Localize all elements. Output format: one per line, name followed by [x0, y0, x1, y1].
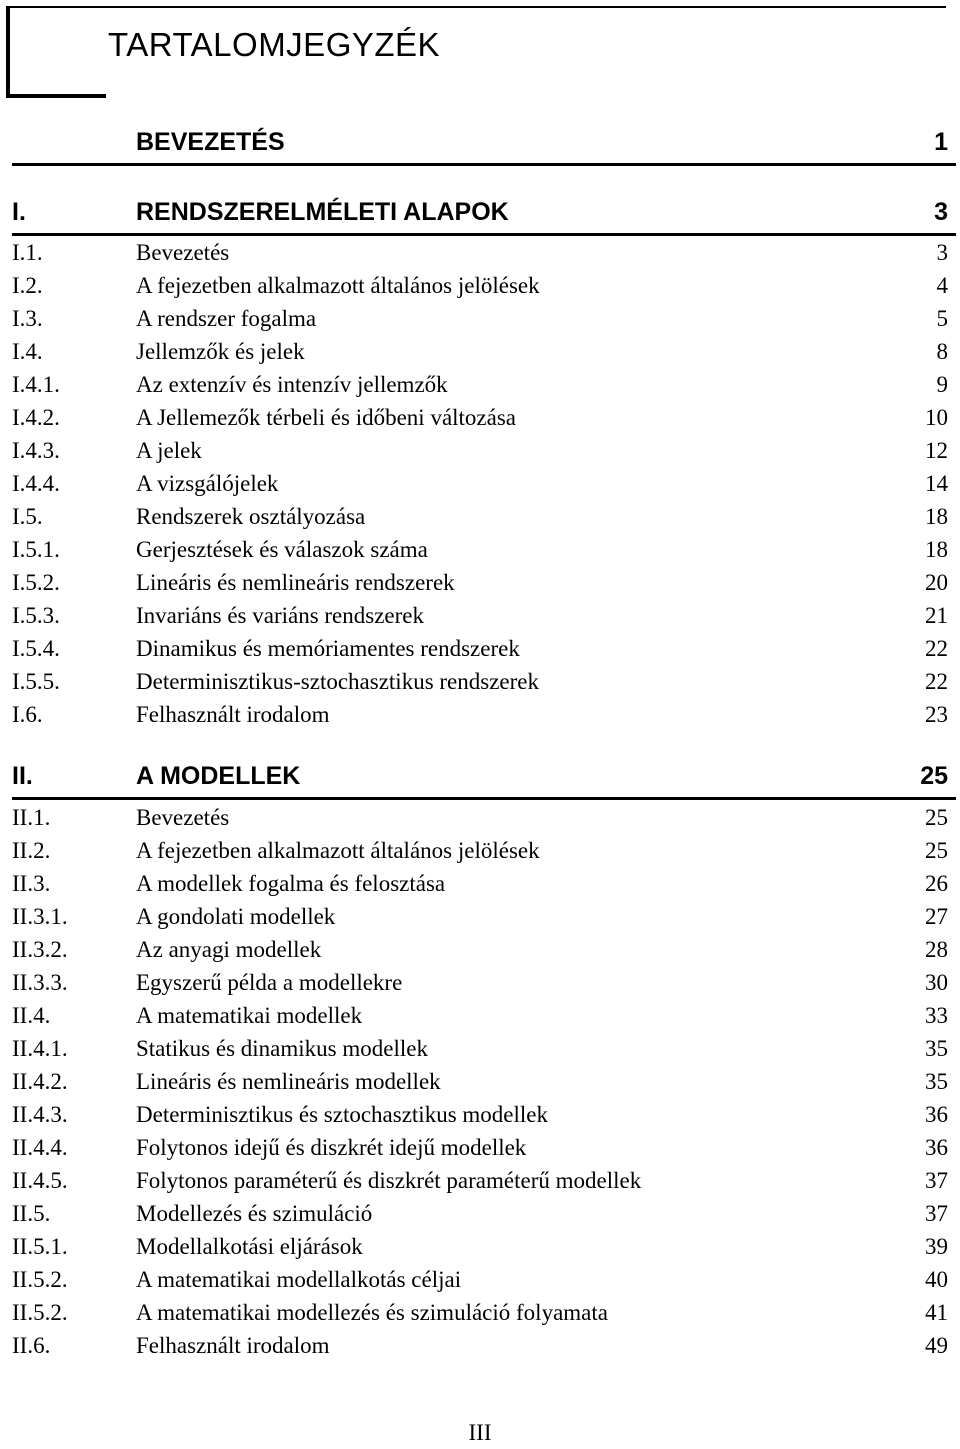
toc-entry-title: Az extenzív és intenzív jellemzők	[136, 372, 448, 397]
toc-entry-page: 20	[925, 570, 948, 595]
toc-entry[interactable]	[12, 269, 948, 302]
toc-entry-page: 35	[925, 1036, 948, 1061]
toc-entry[interactable]	[12, 1329, 948, 1362]
title-frame-top-rule	[6, 6, 946, 8]
section-title: BEVEZETÉS	[136, 128, 285, 156]
toc-entry-page: 8	[936, 339, 948, 364]
page-title: TARTALOMJEGYZÉK	[108, 26, 441, 63]
toc-entry-number: II.5.2.	[12, 1267, 68, 1292]
toc-entry-number: II.4.	[12, 1003, 51, 1028]
toc-entry[interactable]	[12, 467, 948, 500]
toc-entry-title: Felhasznált irodalom	[136, 702, 330, 727]
toc-entry[interactable]	[12, 966, 948, 999]
toc-entry-number: I.5.3.	[12, 603, 60, 628]
toc-entry[interactable]	[12, 236, 948, 269]
toc-entry-number: I.2.	[12, 273, 43, 298]
toc-entry[interactable]	[12, 999, 948, 1032]
toc-entry-number: II.3.3.	[12, 970, 68, 995]
toc-entry[interactable]	[12, 933, 948, 966]
toc-entry-title: Gerjesztések és válaszok száma	[136, 537, 428, 562]
section-title: RENDSZERELMÉLETI ALAPOK	[136, 198, 509, 226]
section-page: 1	[934, 128, 948, 156]
title-frame	[6, 6, 106, 98]
toc-entry-number: II.4.5.	[12, 1168, 68, 1193]
toc-entry-page: 49	[925, 1333, 948, 1358]
toc-entry[interactable]	[12, 1131, 948, 1164]
toc-entry-number: I.6.	[12, 702, 43, 727]
toc-entry-page: 35	[925, 1069, 948, 1094]
toc-entry-number: II.4.1.	[12, 1036, 68, 1061]
toc-entry-page: 41	[925, 1300, 948, 1325]
toc-entry[interactable]	[12, 1263, 948, 1296]
toc-entry-number: II.4.2.	[12, 1069, 68, 1094]
toc-entry-number: II.5.	[12, 1201, 51, 1226]
toc-entry-number: II.5.1.	[12, 1234, 68, 1259]
toc-entry-title: A gondolati modellek	[136, 904, 336, 929]
toc-entry-title: Bevezetés	[136, 805, 230, 830]
toc-entry-title: Statikus és dinamikus modellek	[136, 1036, 428, 1061]
toc-entry-title: Determinisztikus-sztochasztikus rendszerek	[136, 669, 540, 694]
toc-entry[interactable]	[12, 500, 948, 533]
toc-entry-title: A vizsgálójelek	[136, 471, 279, 496]
toc-entry-number: II.6.	[12, 1333, 51, 1358]
toc-entry-page: 12	[925, 438, 948, 463]
section-number: II.	[12, 762, 33, 790]
toc-entry[interactable]	[12, 1230, 948, 1263]
section-heading-2[interactable]	[12, 759, 956, 800]
toc-entry[interactable]	[12, 1164, 948, 1197]
toc-entry-number: I.5.1.	[12, 537, 60, 562]
toc-entry-number: I.1.	[12, 240, 43, 265]
toc-entry-title: Folytonos idejű és diszkrét idejű modellek	[136, 1135, 527, 1160]
toc-entry-page: 37	[925, 1168, 948, 1193]
toc-entry-number: I.4.3.	[12, 438, 60, 463]
toc-entry-title: Bevezetés	[136, 240, 230, 265]
toc-entry-title: A rendszer fogalma	[136, 306, 317, 331]
toc-entry-number: II.3.	[12, 871, 51, 896]
toc-entry[interactable]	[12, 302, 948, 335]
section-title: A MODELLEK	[136, 762, 301, 790]
toc-entry[interactable]	[12, 665, 948, 698]
toc-entry-number: I.4.4.	[12, 471, 60, 496]
toc-entry-page: 21	[925, 603, 948, 628]
toc-entry[interactable]	[12, 1296, 948, 1329]
toc-entry[interactable]	[12, 566, 948, 599]
toc-entry-number: II.1.	[12, 805, 51, 830]
toc-entry[interactable]	[12, 698, 948, 731]
toc-entry[interactable]	[12, 533, 948, 566]
toc-entry[interactable]	[12, 368, 948, 401]
toc-entry-page: 27	[925, 904, 948, 929]
toc-entry-page: 10	[925, 405, 948, 430]
toc-entry-title: Invariáns és variáns rendszerek	[136, 603, 425, 628]
toc-entry-title: A matematikai modellezés és szimuláció folyamata	[136, 1300, 608, 1325]
toc-entry-number: I.5.2.	[12, 570, 60, 595]
toc-entry-number: I.5.4.	[12, 636, 60, 661]
toc-entry-title: A fejezetben alkalmazott általános jelölések	[136, 273, 540, 298]
toc-entry[interactable]	[12, 434, 948, 467]
toc-entry[interactable]	[12, 1197, 948, 1230]
toc-entry[interactable]	[12, 834, 948, 867]
toc-entry[interactable]	[12, 1032, 948, 1065]
toc-entry-number: I.3.	[12, 306, 43, 331]
section-page: 3	[934, 198, 948, 226]
toc-entry-title: Determinisztikus és sztochasztikus modellek	[136, 1102, 548, 1127]
toc-entry-number: I.4.2.	[12, 405, 60, 430]
toc-entry[interactable]	[12, 1065, 948, 1098]
toc-entry-page: 22	[925, 636, 948, 661]
toc-entry-title: A Jellemezők térbeli és időbeni változása	[136, 405, 517, 430]
toc-entry[interactable]	[12, 632, 948, 665]
toc-entry[interactable]	[12, 900, 948, 933]
toc-entry[interactable]	[12, 801, 948, 834]
toc-entry-page: 14	[925, 471, 948, 496]
toc-list-section-1	[12, 236, 948, 731]
toc-entry-page: 23	[925, 702, 948, 727]
toc-entry[interactable]	[12, 335, 948, 368]
toc-entry-number: I.5.5.	[12, 669, 60, 694]
toc-entry-number: I.4.1.	[12, 372, 60, 397]
toc-entry-page: 4	[936, 273, 948, 298]
toc-entry-page: 22	[925, 669, 948, 694]
toc-entry-title: Folytonos paraméterű és diszkrét paraméterű modellek	[136, 1168, 642, 1193]
toc-entry-title: Lineáris és nemlineáris rendszerek	[136, 570, 455, 595]
toc-entry-title: Az anyagi modellek	[136, 937, 322, 962]
toc-entry-title: A modellek fogalma és felosztása	[136, 871, 446, 896]
section-heading-intro[interactable]	[12, 125, 956, 166]
toc-entry-page: 3	[936, 240, 948, 265]
toc-entry-page: 5	[936, 306, 948, 331]
toc-entry-title: Rendszerek osztályozása	[136, 504, 366, 529]
toc-entry-title: A matematikai modellek	[136, 1003, 363, 1028]
section-page: 25	[920, 762, 948, 790]
toc-entry-number: I.4.	[12, 339, 43, 364]
toc-entry-title: Egyszerű példa a modellekre	[136, 970, 403, 995]
toc-entry-page: 36	[925, 1102, 948, 1127]
toc-entry-page: 18	[925, 504, 948, 529]
toc-entry-page: 26	[925, 871, 948, 896]
toc-entry-page: 37	[925, 1201, 948, 1226]
toc-entry-page: 25	[925, 805, 948, 830]
toc-entry-page: 18	[925, 537, 948, 562]
toc-entry-number: II.3.2.	[12, 937, 68, 962]
toc-entry[interactable]	[12, 1098, 948, 1131]
toc-entry[interactable]	[12, 599, 948, 632]
toc-entry-page: 30	[925, 970, 948, 995]
toc-entry-page: 28	[925, 937, 948, 962]
toc-entry-page: 9	[936, 372, 948, 397]
toc-entry-page: 33	[925, 1003, 948, 1028]
toc-entry-title: Modellezés és szimuláció	[136, 1201, 373, 1226]
toc-entry-page: 40	[925, 1267, 948, 1292]
toc-entry-number: II.5.2.	[12, 1300, 68, 1325]
toc-entry[interactable]	[12, 867, 948, 900]
toc-entry-title: A jelek	[136, 438, 202, 463]
toc-entry-title: A matematikai modellalkotás céljai	[136, 1267, 462, 1292]
toc-entry-page: 25	[925, 838, 948, 863]
section-heading-1[interactable]	[12, 195, 956, 236]
toc-list-section-2	[12, 801, 948, 1362]
toc-entry-title: Dinamikus és memóriamentes rendszerek	[136, 636, 520, 661]
toc-entry-title: Jellemzők és jelek	[136, 339, 305, 364]
toc-entry-title: Modellalkotási eljárások	[136, 1234, 363, 1259]
toc-entry-page: 36	[925, 1135, 948, 1160]
toc-entry-title: Felhasznált irodalom	[136, 1333, 330, 1358]
toc-entry-number: I.5.	[12, 504, 43, 529]
toc-entry-number: II.2.	[12, 838, 51, 863]
toc-entry[interactable]	[12, 401, 948, 434]
toc-entry-page: 39	[925, 1234, 948, 1259]
toc-entry-number: II.4.3.	[12, 1102, 68, 1127]
section-number: I.	[12, 198, 26, 226]
toc-entry-title: A fejezetben alkalmazott általános jelölések	[136, 838, 540, 863]
toc-entry-number: II.4.4.	[12, 1135, 68, 1160]
page-number-footer: III	[468, 1420, 492, 1445]
toc-entry-number: II.3.1.	[12, 904, 68, 929]
toc-entry-title: Lineáris és nemlineáris modellek	[136, 1069, 441, 1094]
